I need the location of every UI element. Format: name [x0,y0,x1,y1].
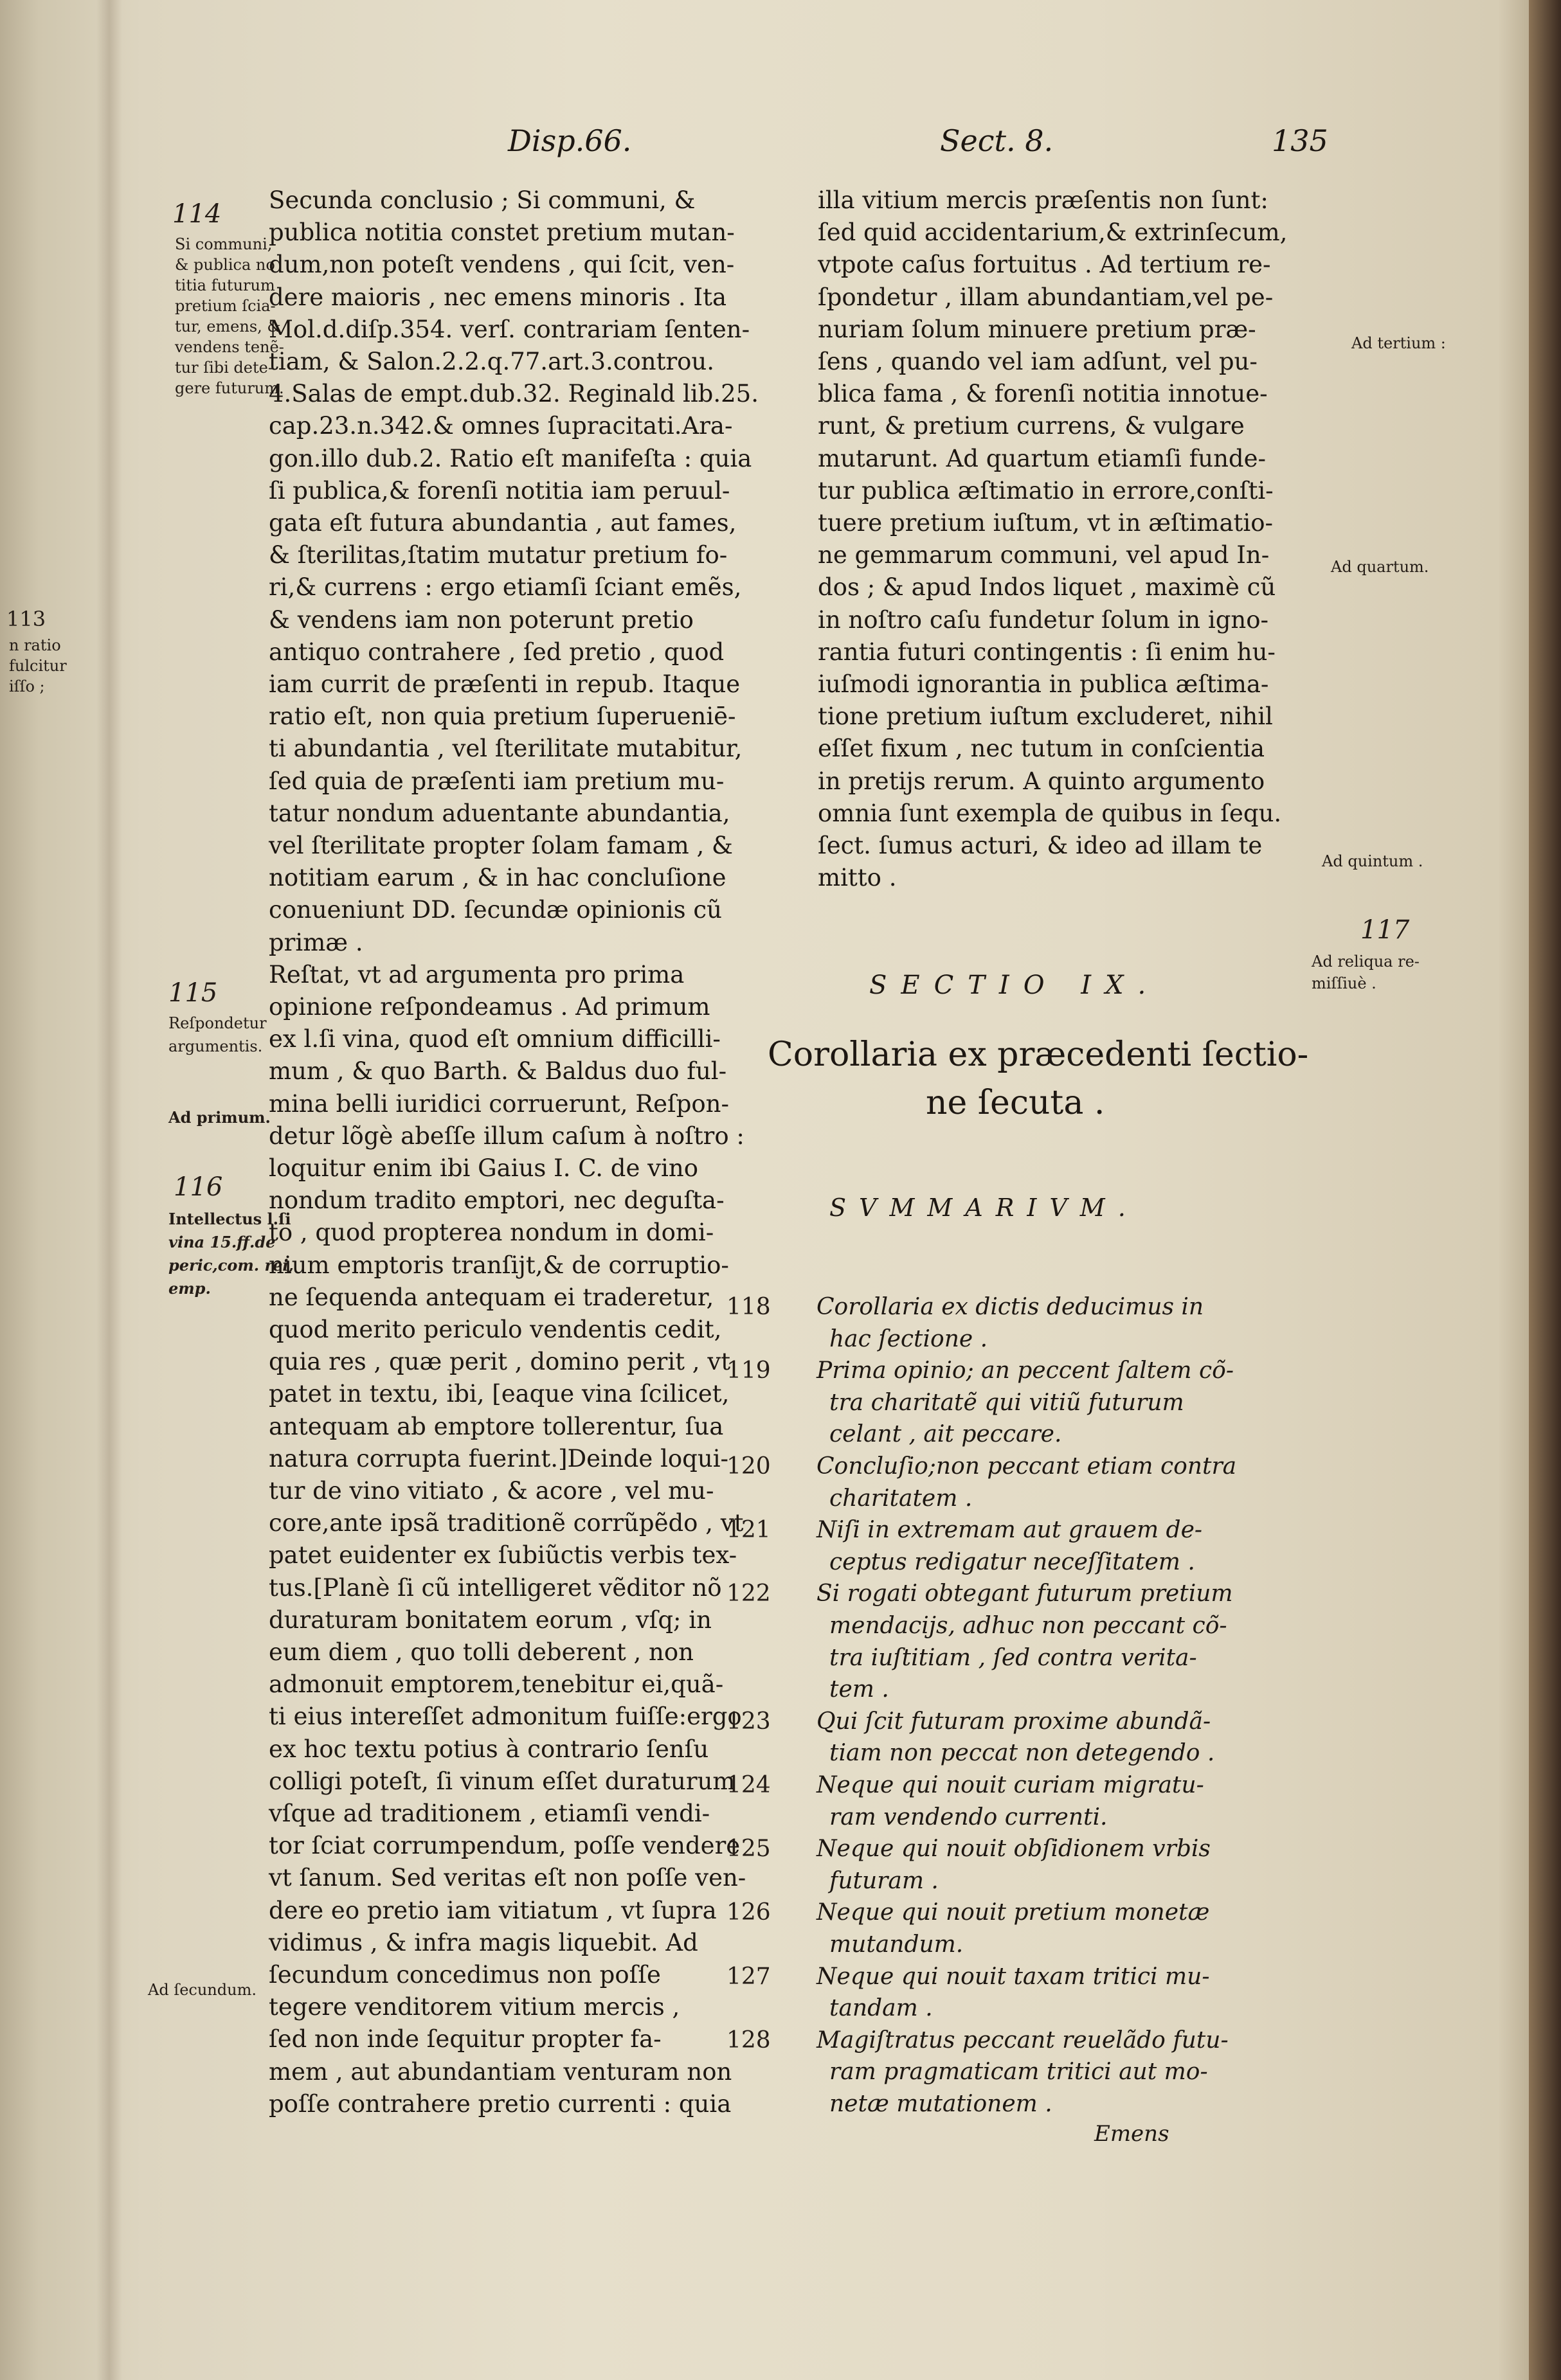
text-line: vidimus , & infra magis liquebit. Ad [269,1928,698,1956]
text-line: ri,& currens : ergo etiamſi ſciant emẽs, [269,573,742,602]
margin-number-114: 114 [172,199,222,229]
text-line: antiquo contrahere , ſed pretio , quod [269,638,725,666]
margin-note-ad-primum: Ad primum. [168,1108,271,1127]
margin-note-116-line: emp. [168,1279,211,1298]
text-line: runt, & pretium currens, & vulgare [818,412,1245,440]
summary-item-number: 126 [726,1899,771,1926]
summary-item-number: 119 [726,1357,771,1384]
summary-item-text: Niſi in extremam aut grauem de- [817,1517,1203,1544]
text-line: ſed quia de præſenti iam pretium mu- [269,767,725,795]
text-line: tur de vino vitiato , & acore , vel mu- [269,1477,714,1505]
prev-page-fragment-line: n ratio [9,636,61,654]
text-line: iam currit de præſenti in repub. Itaque [269,670,741,698]
margin-note-114-line: & publica no [175,256,275,274]
margin-note-114-line: gere futurum. [175,379,284,397]
text-line: ſens , quando vel iam adſunt, vel pu- [818,348,1258,375]
summary-item-number: 118 [726,1294,771,1320]
summary-item-text: mendacijs, adhuc non peccant cõ- [829,1613,1227,1639]
summary-item-text: hac ſectione . [829,1325,988,1352]
text-line: nuriam ſolum minuere pretium præ- [818,315,1256,343]
summarium-heading: SVMMARIVM. [829,1194,1139,1222]
book-edge [1529,0,1561,2380]
text-line: conueniunt DD. ſecundæ opinionis cũ [269,896,722,924]
margin-note-114-line: titia futurum [175,276,275,294]
text-line: dos ; & apud Indos liquet , maximè cũ [818,573,1276,602]
margin-note-ad-quintum: Ad quintum . [1322,852,1423,870]
margin-note-117-line: Ad reliqua re- [1312,953,1420,971]
page-fold-shadow [96,0,122,2380]
text-line: vſque ad traditionem , etiamſi vendi- [269,1800,710,1827]
text-line: nium emptoris tranſijt,& de corruptio- [269,1251,729,1279]
summary-item-number: 120 [726,1453,771,1480]
text-line: primæ . [269,928,363,956]
margin-note-114-line: tur ſibi dete- [175,359,273,377]
text-line: publica notitia constet pretium mutan- [269,219,735,247]
text-line: in pretijs rerum. A quinto argumento [818,767,1265,795]
margin-note-114-line: tur, emens, & [175,318,281,336]
text-line: to , quod propterea nondum in domi- [269,1219,714,1247]
text-line: colligi poteſt, ſi vinum eſſet duraturum [269,1767,735,1795]
page-number: 135 [1272,123,1328,158]
text-line: & ſterilitas,ſtatim mutatur pretium fo- [269,541,728,569]
text-line: iuſmodi ignorantia in publica æſtima- [818,670,1269,698]
text-line: ſi publica,& forenſi notitia iam peruul- [269,476,730,505]
margin-note-117-line: miſſiuè . [1312,974,1376,992]
text-line: patet euidenter ex ſubiũctis verbis tex- [269,1541,737,1570]
prev-page-fragment-line: iſſo ; [9,677,45,695]
summary-item-text: Neque qui nouit curiam migratu- [817,1772,1204,1798]
summary-item-number: 122 [726,1580,771,1607]
summary-item-text: Qui ſcit futuram proxime abundã- [817,1708,1211,1735]
text-line: tus.[Planè ſi cũ intelligeret vẽditor nõ [269,1573,722,1602]
text-line: rantia futuri contingentis : ſi enim hu- [818,638,1276,666]
margin-note-114-line: vendens tenẽ- [175,338,284,356]
text-line: ſed non inde ſequitur propter fa- [269,2025,662,2053]
summary-item-text: Neque qui nouit taxam tritici mu- [817,1963,1210,1990]
summary-item-number: 127 [726,1963,771,1990]
text-line: mitto . [818,864,897,892]
text-line: dere maioris , nec emens minoris . Ita [269,283,726,311]
text-line: ex l.ſi vina, quod eſt omnium difficilli- [269,1025,721,1053]
text-line: core,ante ipsã traditionẽ corrũpẽdo , vt [269,1509,744,1537]
text-line: Mol.d.diſp.354. verſ. contrariam ſenten- [269,315,750,343]
text-line: blica fama , & forenſi notitia innotue- [818,380,1268,408]
text-line: ratio eſt, non quia pretium ſuperueniē- [269,702,736,731]
section-title: SECTIO IX. [869,971,1160,1000]
summary-item-text: tiam non peccat non detegendo . [829,1740,1215,1767]
text-line: mum , & quo Barth. & Baldus duo ful- [269,1057,727,1086]
summary-item-text: tra charitatẽ qui vitiũ futurum [829,1389,1184,1416]
text-line: nondum tradito emptori, nec deguſta- [269,1186,725,1215]
text-line: Reſtat, vt ad argumenta pro prima [269,960,685,989]
text-line: mem , aut abundantiam venturam non [269,2057,732,2086]
margin-note-116-line: Intellectus l.ſi [168,1210,291,1228]
summary-item-text: Si rogati obtegant futurum pretium [817,1580,1233,1607]
summary-item-number: 121 [726,1517,771,1544]
running-head-section: Sect. 8. [940,123,1054,158]
section-subtitle-line-2: ne ſecuta . [926,1084,1105,1122]
summary-item-text: Prima opinio; an peccent ſaltem cõ- [817,1357,1234,1384]
text-line: ti abundantia , vel ſterilitate mutabitur, [269,735,743,763]
text-line: ſect. ſumus acturi, & ideo ad illam te [818,832,1263,859]
margin-note-ad-tertium: Ad tertium : [1351,334,1446,352]
summary-item-text: tra iuſtitiam , ſed contra verita- [829,1644,1197,1671]
text-line: tiam, & Salon.2.2.q.77.art.3.controu. [269,348,714,375]
running-head-disputation: Disp.66. [508,123,632,158]
text-line: gon.illo dub.2. Ratio eſt manifeſta : quia [269,444,752,472]
summary-item-number: 128 [726,2027,771,2053]
text-line: quod merito periculo vendentis cedit, [269,1316,722,1343]
text-line: ne ſequenda antequam ei traderetur, [269,1283,714,1311]
margin-note-114-line: pretium ſcia- [175,297,276,315]
margin-number-116: 116 [174,1172,223,1202]
text-line: ne gemmarum communi, vel apud In- [818,541,1270,569]
text-line: tur publica æſtimatio in errore,conſti- [818,476,1274,505]
text-line: dere eo pretio iam vitiatum , vt ſupra [269,1896,717,1924]
text-line: ſecundum concedimus non poſſe [269,1961,661,1989]
summary-item-text: ram pragmaticam tritici aut mo- [829,2059,1208,2086]
text-line: opinione reſpondeamus . Ad primum [269,993,710,1021]
text-line: & vendens iam non poterunt pretio [269,605,694,634]
summary-item-text: tandam . [829,1995,933,2022]
text-line: vt ſanum. Sed veritas eſt non poſſe ven- [269,1864,746,1892]
summary-item-number: 123 [726,1708,771,1735]
catchword: Emens [1094,2121,1169,2147]
summary-item-text: ceptus redigatur neceſſitatem . [829,1548,1195,1575]
summary-item-text: netæ mutationem . [829,2091,1052,2117]
text-line: ſpondetur , illam abundantiam,vel pe- [818,283,1274,311]
summary-item-number: 124 [726,1772,771,1798]
margin-note-115-line: Reſpondetur [168,1014,267,1032]
text-line: gata eſt futura abundantia , aut fames, [269,509,737,537]
prev-page-number: 113 [6,607,46,631]
text-line: duraturam bonitatem eorum , vſq; in [269,1606,712,1634]
margin-note-ad-quartum: Ad quartum. [1331,558,1429,576]
margin-note-116-line: vina 15.ff.de [168,1233,276,1251]
summary-item-text: futuram . [829,1867,939,1894]
text-line: tor ſciat corrumpendum, poſſe vendere [269,1832,741,1860]
text-line: patet in textu, ibi, [eaque vina ſcilicet, [269,1380,730,1408]
text-line: admonuit emptorem,tenebitur ei,quã- [269,1670,724,1699]
text-line: eſſet fixum , nec tutum in conſcientia [818,735,1265,763]
summary-item-text: charitatem . [829,1485,973,1512]
summary-item-text: tem . [829,1676,889,1703]
text-line: natura corrupta fuerint.]Deinde loqui- [269,1444,729,1472]
text-line: vtpote caſus fortuitus . Ad tertium re- [818,251,1271,279]
text-line: in noſtro caſu fundetur ſolum in igno- [818,605,1268,634]
summary-item-text: celant , ait peccare. [829,1421,1062,1448]
text-line: eum diem , quo tolli deberent , non [269,1638,694,1666]
summary-item-text: mutandum. [829,1931,964,1958]
text-line: cap.23.n.342.& omnes ſupracitati.Ara- [269,412,733,440]
text-line: mutarunt. Ad quartum etiamſi funde- [818,444,1267,472]
margin-note-ad-secundum: Ad ſecundum. [148,1981,257,1999]
summary-item-text: Concluſio;non peccant etiam contra [817,1453,1237,1480]
text-line: ex hoc textu potius à contrario ſenſu [269,1735,709,1763]
text-line: tegere venditorem vitium mercis , [269,1993,680,2021]
text-line: notitiam earum , & in hac concluſione [269,864,726,892]
text-line: illa vitium mercis præſentis non ſunt: [818,186,1268,214]
text-line: Secunda conclusio ; Si communi, & [269,186,696,214]
margin-note-116-line: peric,com. rei, [168,1256,294,1275]
margin-number-117: 117 [1360,915,1410,945]
text-line: tuere pretium iuſtum, vt in æſtimatio- [818,509,1274,537]
text-line: tatur nondum aduentante abundantia, [269,799,730,827]
summary-item-text: Neque qui nouit pretium monetæ [817,1899,1210,1926]
text-line: tione pretium iuſtum excluderet, nihil [818,702,1273,731]
text-line: dum,non poteſt vendens , qui ſcit, ven- [269,251,735,279]
text-line: poſſe contrahere pretio currenti : quia [269,2089,732,2118]
text-line: quia res , quæ perit , domino perit , vt [269,1348,731,1376]
text-line: ſed quid accidentarium,& extrinſecum, [818,219,1288,247]
summary-item-text: Neque qui nouit obſidionem vrbis [817,1836,1211,1863]
margin-note-114-line: Si communi, [175,235,273,253]
text-line: ti eius intereſſet admonitum fuiſſe:ergo [269,1703,742,1731]
prev-page-fragment-line: fulcitur [9,657,67,675]
summary-item-text: ram vendendo currenti. [829,1803,1108,1830]
margin-number-115: 115 [168,978,218,1008]
text-line: 4.Salas de empt.dub.32. Reginald lib.25. [269,380,759,408]
text-line: detur lõgè abeſſe illum caſum à noſtro : [269,1122,744,1150]
section-subtitle-line-1: Corollaria ex præcedenti ſectio- [768,1035,1309,1074]
text-line: antequam ab emptore tollerentur, ſua [269,1412,724,1440]
text-line: omnia ſunt exempla de quibus in ſequ. [818,799,1282,827]
summary-item-text: Corollaria ex dictis deducimus in [817,1294,1204,1320]
summary-item-text: Magiſtratus peccant reuelãdo futu- [817,2027,1229,2053]
margin-note-115-line: argumentis. [168,1037,263,1055]
text-line: loquitur enim ibi Gaius I. C. de vino [269,1154,698,1182]
text-line: mina belli iuridici corruerunt, Reſpon- [269,1089,730,1118]
text-line: vel ſterilitate propter ſolam famam , & [269,832,733,859]
summary-item-number: 125 [726,1836,771,1863]
